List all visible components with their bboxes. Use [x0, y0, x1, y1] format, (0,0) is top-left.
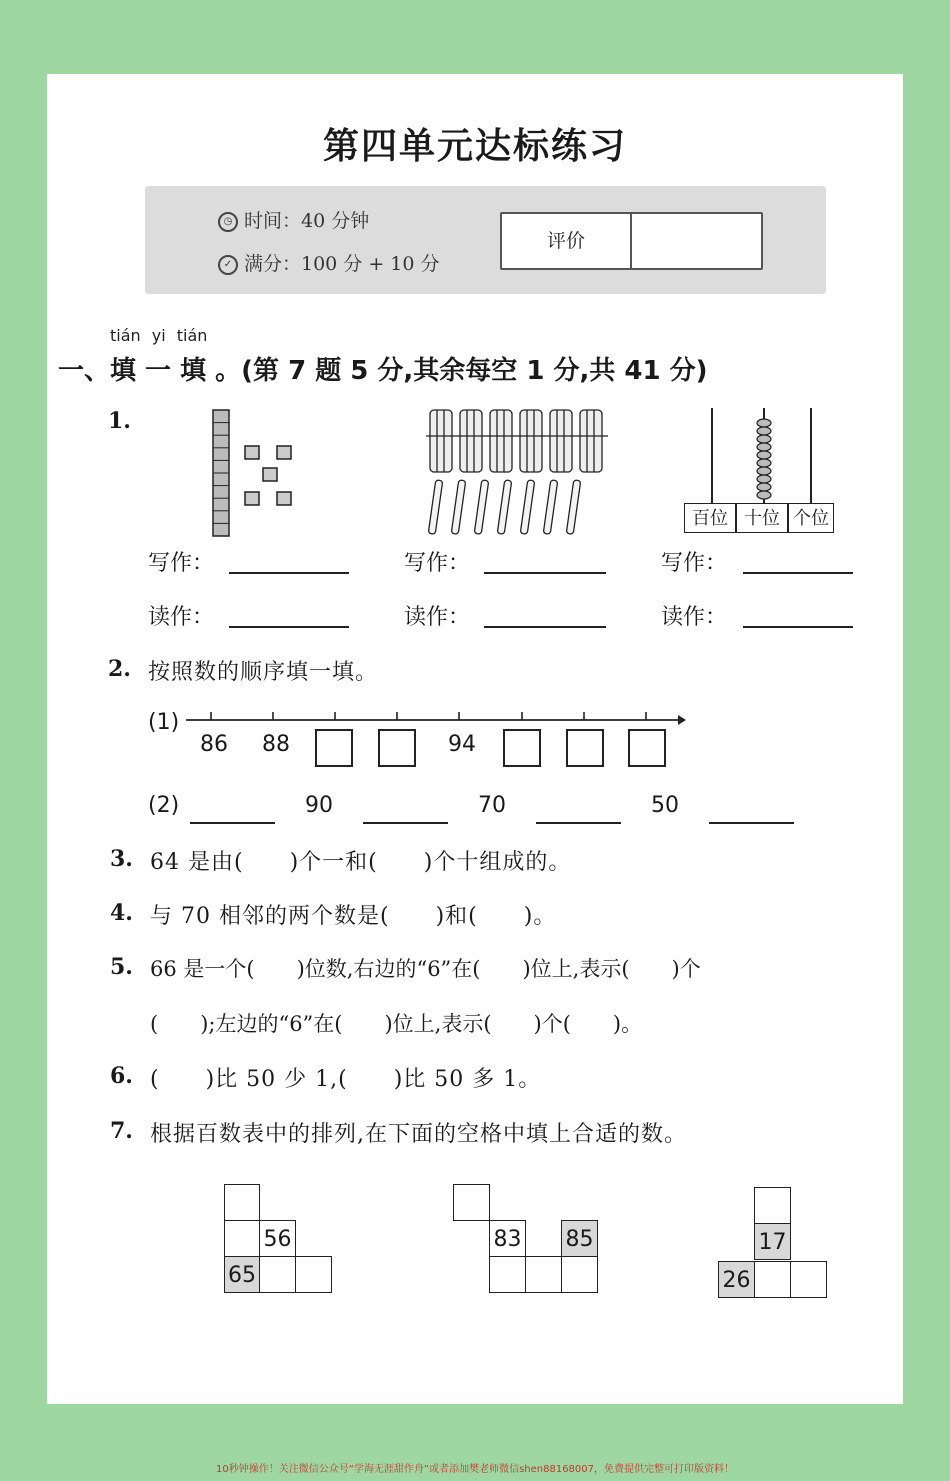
grid2-cell-83: 83: [489, 1220, 526, 1257]
q2-part2-label: (2): [148, 793, 180, 818]
q2-number: 2.: [108, 656, 131, 682]
read-answer-3[interactable]: [743, 626, 853, 628]
number-line-box-5[interactable]: [628, 729, 666, 767]
write-answer-3[interactable]: [743, 572, 853, 574]
check-icon: ✓: [218, 255, 238, 275]
abacus-illustration: [684, 406, 836, 506]
section-pinyin: tián yi tián: [110, 326, 208, 345]
grid3-cell[interactable]: [754, 1261, 791, 1298]
grid1-cell[interactable]: [224, 1184, 260, 1221]
number-86: 86: [200, 732, 228, 757]
score-text: 满分：100 分 + 10 分: [244, 253, 440, 275]
abacus-label-hundreds: 百位: [684, 503, 736, 533]
q3-number: 3.: [110, 846, 133, 872]
unit-cubes: [245, 446, 291, 505]
abacus-label-tens: 十位: [736, 503, 788, 533]
q2-part1-label: (1): [148, 710, 180, 735]
number-line-box-2[interactable]: [378, 729, 416, 767]
q5-text-line2: ( );左边的“6”在( )位上,表示( )个( )。: [150, 1012, 643, 1036]
number-70: 70: [478, 793, 506, 818]
q3-text: 64 是由( )个一和( )个十组成的。: [150, 850, 572, 875]
number-line: [186, 708, 688, 732]
read-answer-1[interactable]: [229, 626, 349, 628]
number-50: 50: [651, 793, 679, 818]
clock-icon: ◷: [218, 212, 238, 232]
stick-bundles-illustration: [420, 402, 620, 538]
q5-text-line1: 66 是一个( )位数,右边的“6”在( )位上,表示( )个: [150, 957, 701, 981]
q7-text: 根据百数表中的排列,在下面的空格中填上合适的数。: [150, 1122, 687, 1147]
time-info: [218, 206, 369, 233]
read-label-2: 读作：: [404, 605, 471, 630]
number-88: 88: [262, 732, 290, 757]
number-line-box-3[interactable]: [503, 729, 541, 767]
q6-text: ( )比 50 少 1,( )比 50 多 1。: [150, 1067, 542, 1092]
evaluation-box: [500, 212, 763, 270]
q2-text: 按照数的顺序填一填。: [148, 660, 379, 685]
number-line-box-4[interactable]: [566, 729, 604, 767]
sequence-blank-3[interactable]: [536, 822, 621, 824]
q6-number: 6.: [110, 1063, 133, 1089]
q4-number: 4.: [110, 900, 133, 926]
time-text: 时间：40 分钟: [244, 210, 370, 232]
grid2-cell-85: 85: [561, 1220, 598, 1257]
sequence-blank-2[interactable]: [363, 822, 448, 824]
grid1-cell-65: 65: [224, 1256, 260, 1293]
ten-rod: [213, 410, 229, 536]
score-info: [218, 249, 440, 276]
page-title: 第四单元达标练习: [322, 125, 627, 167]
grid2-cell[interactable]: [561, 1256, 598, 1293]
write-answer-2[interactable]: [484, 572, 606, 574]
number-line-box-1[interactable]: [315, 729, 353, 767]
read-label-1: 读作：: [148, 605, 215, 630]
grid3-cell-26: 26: [718, 1261, 755, 1298]
grid3-cell[interactable]: [790, 1261, 827, 1298]
q4-text: 与 70 相邻的两个数是( )和( )。: [150, 904, 557, 929]
grid1-cell[interactable]: [224, 1220, 260, 1257]
read-answer-2[interactable]: [484, 626, 606, 628]
single-sticks: [428, 480, 580, 534]
write-label-3: 写作：: [661, 551, 728, 576]
write-label-1: 写作：: [148, 551, 215, 576]
grid2-cell[interactable]: [525, 1256, 562, 1293]
q5-number: 5.: [110, 954, 133, 980]
abacus-beads: [757, 419, 771, 499]
write-label-2: 写作：: [404, 551, 471, 576]
grid1-cell[interactable]: [295, 1256, 332, 1293]
grid3-cell[interactable]: [754, 1187, 791, 1224]
grid3-cell-17: 17: [754, 1223, 791, 1260]
grid2-cell[interactable]: [453, 1184, 490, 1221]
grid2-cell[interactable]: [489, 1256, 526, 1293]
grid1-cell[interactable]: [259, 1256, 296, 1293]
footer-note: 10秒钟操作！关注微信公众号“学海无涯甜作舟”或者添加樊老师微信shen88168007，免费提供完整可打印版资料！: [215, 1464, 735, 1475]
evaluation-label: 评价: [502, 214, 632, 268]
sequence-blank-1[interactable]: [190, 822, 275, 824]
grid1-cell-56: 56: [259, 1220, 296, 1257]
number-94: 94: [448, 732, 476, 757]
stick-bundles: [426, 410, 608, 472]
number-90: 90: [305, 793, 333, 818]
abacus-label-ones: 个位: [788, 503, 834, 533]
ten-rod-and-cubes-illustration: [205, 408, 305, 538]
q7-number: 7.: [110, 1118, 133, 1144]
write-answer-1[interactable]: [229, 572, 349, 574]
read-label-3: 读作：: [661, 605, 728, 630]
section-heading: 一、填 一 填 。(第 7 题 5 分,其余每空 1 分,共 41 分): [58, 356, 708, 386]
q1-number: 1.: [108, 408, 131, 434]
sequence-blank-4[interactable]: [709, 822, 794, 824]
